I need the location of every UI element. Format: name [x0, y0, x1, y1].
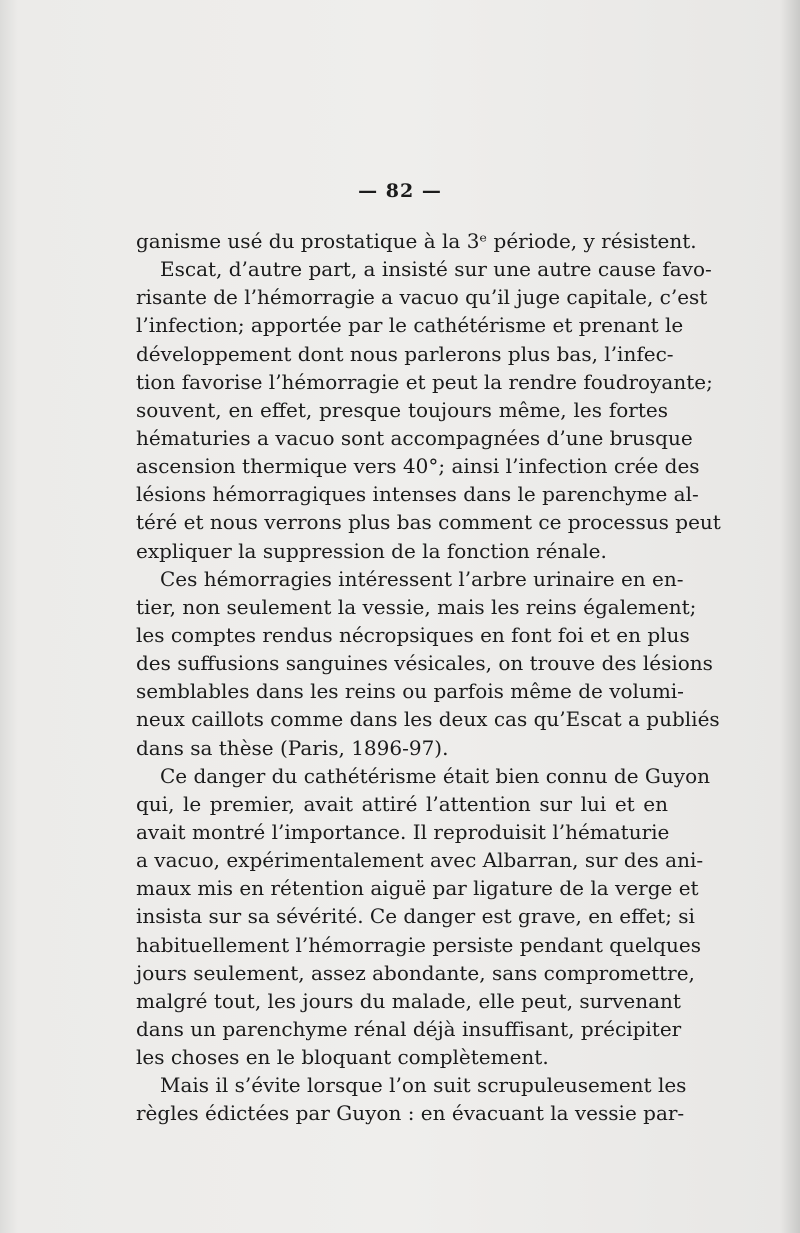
text-line: malgré tout, les jours du malade, elle peut, survenant: [136, 988, 681, 1013]
text-line: règles édictées par Guyon : en évacuant la vessie par-: [136, 1101, 685, 1126]
text-line: a vacuo, expérimentalement avec Albarran, sur des ani-: [136, 848, 704, 873]
text-line: habituellement l’hémorragie persiste pendant quelques: [136, 932, 701, 957]
text-line: insista sur sa sévérité. Ce danger est grave, en effet; si: [136, 904, 695, 929]
text-line: l’infection; apportée par le cathétérisme et prenant le: [136, 313, 684, 338]
text-line: dans un parenchyme rénal déjà insuffisant, précipiter: [136, 1016, 682, 1041]
text-line: les choses en le bloquant complètement.: [136, 1045, 549, 1070]
text-line: qui, le premier, avait attiré l’attention sur lui et en: [136, 791, 668, 816]
page-number: — 82 —: [358, 180, 442, 202]
text-line: Ce danger du cathétérisme était bien connu de Guyon: [160, 763, 711, 788]
text-line: expliquer la suppression de la fonction rénale.: [136, 538, 607, 563]
text-line: dans sa thèse (Paris, 1896-97).: [136, 735, 449, 760]
text-line: jours seulement, assez abondante, sans compromettre,: [136, 960, 695, 985]
text-line: maux mis en rétention aiguë par ligature de la verge et: [136, 876, 699, 901]
text-line: avait montré l’importance. Il reproduisit l’hématurie: [136, 819, 670, 844]
text-line: tion favorise l’hémorragie et peut la rendre foudroyante;: [136, 369, 713, 394]
body-text: [136, 227, 721, 1128]
text-line: risante de l’hémorragie a vacuo qu’il juge capitale, c’est: [136, 285, 708, 310]
text-line: développement dont nous parlerons plus bas, l’infec-: [136, 341, 674, 366]
text-line: neux caillots comme dans les deux cas qu’Escat a publiés: [136, 707, 720, 732]
text-line: ganisme usé du prostatique à la 3ᵉ période, y résistent.: [136, 229, 697, 253]
text-line: téré et nous verrons plus bas comment ce processus peut: [136, 510, 721, 535]
text-line: des suffusions sanguines vésicales, on trouve des lésions: [136, 651, 713, 676]
text-line: tier, non seulement la vessie, mais les reins également;: [136, 594, 697, 619]
text-line: Mais il s’évite lorsque l’on suit scrupuleusement les: [160, 1073, 687, 1098]
text-line: Escat, d’autre part, a insisté sur une autre cause favo-: [160, 257, 712, 282]
text-line: semblables dans les reins ou parfois même de volumi-: [136, 679, 684, 704]
text-line: hématuries a vacuo sont accompagnées d’une brusque: [136, 425, 693, 450]
text-line: Ces hémorragies intéressent l’arbre urinaire en en-: [160, 566, 684, 591]
text-line: les comptes rendus nécropsiques en font foi et en plus: [136, 622, 690, 647]
text-line: lésions hémorragiques intenses dans le parenchyme al-: [136, 482, 699, 507]
text-line: ascension thermique vers 40°; ainsi l’infection crée des: [136, 454, 700, 479]
text-line: souvent, en effet, presque toujours même, les fortes: [136, 397, 668, 422]
